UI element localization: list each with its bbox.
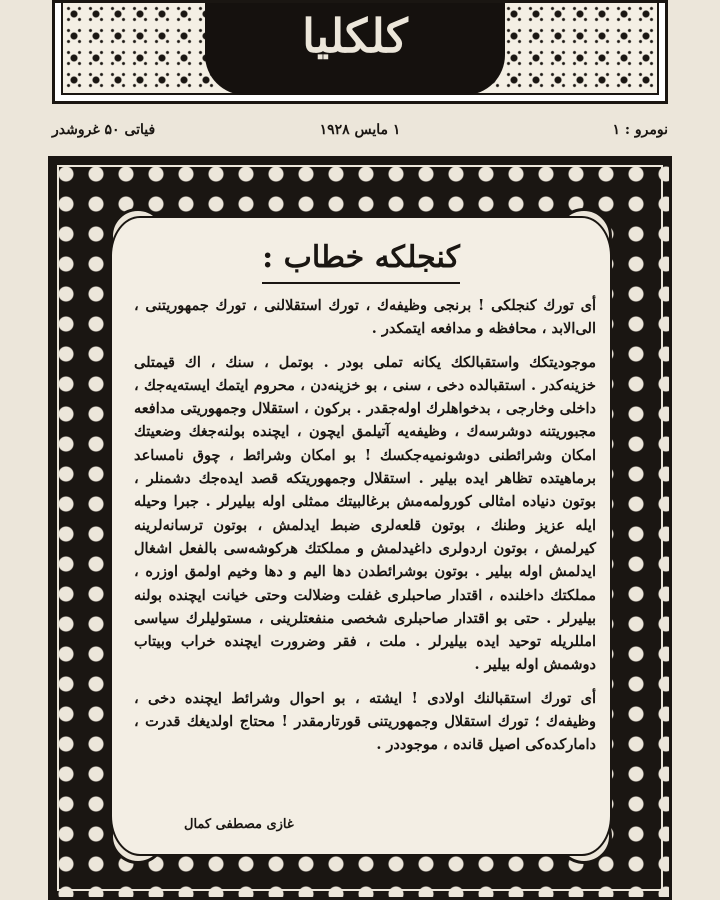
address-panel (110, 216, 612, 856)
issue-meta-line (52, 122, 668, 144)
article-body (134, 294, 596, 757)
signature: غازی مصطفی کمال (184, 817, 294, 832)
masthead (52, 0, 668, 104)
paragraph: أی تورك استقبالنك اولادی ! ایشته ، بو احوال وشرائط ایچنده دخی ، وظیفه‌ك ؛ تورك استقلال وجمهوریتنی قورتارمقدر ! محتاج اولدیغك قدرت ، داماركده‌كی اصیل قانده ، موجوددر . (134, 689, 596, 754)
issue-price: فیاتی ۵۰ غروشدر (52, 122, 156, 138)
issue-date: ۱ مايس ۱۹۲۸ (319, 122, 401, 138)
masthead-title: کلکلیا (302, 9, 408, 63)
paragraph: موجودیتکك واستقبالکك یکانه تملی بودر . بوتمل ، سنك ، اك قیمتلی خزینه‌کدر . استقبالده دخی ، سنی ، بو خزینه‌دن ، محروم ایتمك ایسته‌یه‌جك ، داخلی وخارجی ، بدخواهلرك اوله‌جقدر . برکون ، استقلال وجمهوریتی مدافعه مجبوریتنه دوشرسه‌ك ، وظیفه‌یه آتیلمق ایچون ، ایچنده بولنه‌جغك وضعیتك امکان وشرائطنی دوشونمیه‌جکسك ! بو امکان وشرائط ، چوق نامساعد برماهیتده تظاهر ایده بیلیر . استقلال وجمهوریتکه قصد ایده‌جك دشمنلر ، بوتون دنیاده امثالی کورولمه‌مش برغالبیتك ممثلی اوله بیلیرلر . جبرا وحیله ایله عزیز وطنك ، بوتون قلعه‌لری ضبط ایدلمش ، بوتون ترسانه‌لرینه کیرلمش ، بوتون اردولری داغیدلمش و مملکتك هرکوشه‌سی بالفعل اشغال ایدلمش اوله بیلیر . بوتون بوشرائطدن دها الیم و دها وخیم اولمق اوزره ، مملکتك داخلنده ، اقتدار صاحبلری غفلت وضلالت وحتی خیانت ایچنده بولنه بیلیرلر . حتی بو اقتدار صاحبلری شخصی منفعتلرینی ، مستولیلرك سیاسی امللریله توحید ایده بیلیرلر . ملت ، فقر وضرورت ایچنده خراب وبیتاب دوشمش اوله بیلیر . (134, 353, 596, 674)
paragraph: أی تورك کنجلکی ! برنجی وظیفه‌ك ، تورك استقلالنی ، تورك جمهوریتنی ، الی‌الابد ، محافظه و مدافعه ایتمکدر . (134, 297, 596, 338)
masthead-cartouche (205, 3, 505, 95)
issue-number: نومرو : ۱ (612, 122, 668, 138)
heading-divider (262, 282, 460, 284)
article-heading: کنجلکه خطاب : (262, 240, 460, 275)
